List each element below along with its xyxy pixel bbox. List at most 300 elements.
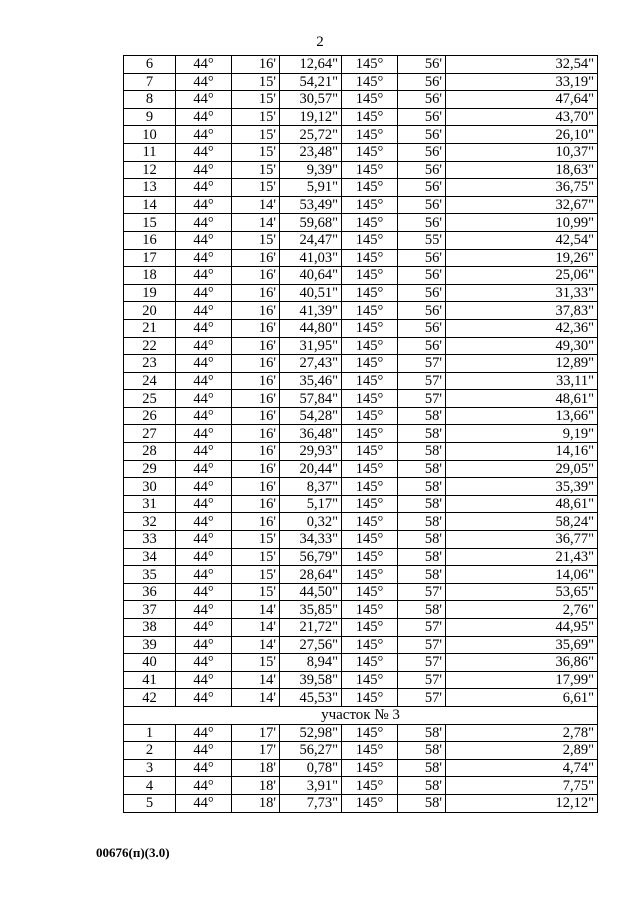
point-number: 18 (124, 267, 176, 285)
latitude-degrees: 44° (176, 161, 232, 179)
latitude-seconds: 57,84" (280, 390, 342, 408)
point-number: 13 (124, 179, 176, 197)
longitude-minutes: 58' (398, 425, 446, 443)
longitude-seconds: 44,95" (446, 619, 598, 637)
longitude-minutes: 58' (398, 794, 446, 812)
longitude-minutes: 58' (398, 548, 446, 566)
latitude-minutes: 15' (232, 161, 280, 179)
longitude-degrees: 145° (342, 548, 398, 566)
latitude-seconds: 0,78" (280, 759, 342, 777)
latitude-degrees: 44° (176, 583, 232, 601)
point-number: 38 (124, 619, 176, 637)
table-row (124, 407, 598, 425)
latitude-seconds: 56,79" (280, 548, 342, 566)
longitude-degrees: 145° (342, 126, 398, 144)
longitude-degrees: 145° (342, 531, 398, 549)
longitude-seconds: 12,89" (446, 355, 598, 373)
longitude-degrees: 145° (342, 214, 398, 232)
latitude-seconds: 5,91" (280, 179, 342, 197)
table-row (124, 214, 598, 232)
point-number: 23 (124, 355, 176, 373)
latitude-seconds: 40,51" (280, 284, 342, 302)
point-number: 6 (124, 56, 176, 74)
latitude-degrees: 44° (176, 91, 232, 109)
latitude-degrees: 44° (176, 443, 232, 461)
latitude-degrees: 44° (176, 337, 232, 355)
point-number: 10 (124, 126, 176, 144)
longitude-seconds: 25,06" (446, 267, 598, 285)
table-row (124, 742, 598, 760)
latitude-minutes: 14' (232, 214, 280, 232)
longitude-degrees: 145° (342, 231, 398, 249)
latitude-seconds: 56,27" (280, 742, 342, 760)
point-number: 1 (124, 724, 176, 742)
longitude-degrees: 145° (342, 794, 398, 812)
point-number: 11 (124, 143, 176, 161)
longitude-seconds: 9,19" (446, 425, 598, 443)
latitude-degrees: 44° (176, 390, 232, 408)
point-number: 37 (124, 601, 176, 619)
latitude-seconds: 8,37" (280, 478, 342, 496)
longitude-minutes: 56' (398, 196, 446, 214)
longitude-seconds: 48,61" (446, 495, 598, 513)
table-row (124, 355, 598, 373)
longitude-degrees: 145° (342, 671, 398, 689)
longitude-degrees: 145° (342, 355, 398, 373)
latitude-degrees: 44° (176, 671, 232, 689)
latitude-seconds: 34,33" (280, 531, 342, 549)
longitude-minutes: 58' (398, 478, 446, 496)
latitude-minutes: 15' (232, 179, 280, 197)
latitude-minutes: 15' (232, 91, 280, 109)
latitude-degrees: 44° (176, 231, 232, 249)
longitude-seconds: 32,67" (446, 196, 598, 214)
latitude-minutes: 16' (232, 460, 280, 478)
longitude-seconds: 29,05" (446, 460, 598, 478)
longitude-minutes: 57' (398, 619, 446, 637)
latitude-degrees: 44° (176, 143, 232, 161)
latitude-degrees: 44° (176, 495, 232, 513)
longitude-minutes: 58' (398, 742, 446, 760)
latitude-minutes: 16' (232, 513, 280, 531)
section-row (124, 706, 598, 724)
longitude-seconds: 7,75" (446, 777, 598, 795)
point-number: 33 (124, 531, 176, 549)
longitude-minutes: 57' (398, 671, 446, 689)
table-row (124, 425, 598, 443)
latitude-minutes: 16' (232, 302, 280, 320)
latitude-degrees: 44° (176, 531, 232, 549)
point-number: 29 (124, 460, 176, 478)
longitude-minutes: 56' (398, 214, 446, 232)
longitude-degrees: 145° (342, 689, 398, 707)
latitude-degrees: 44° (176, 284, 232, 302)
longitude-minutes: 58' (398, 513, 446, 531)
point-number: 26 (124, 407, 176, 425)
point-number: 17 (124, 249, 176, 267)
table-row (124, 531, 598, 549)
latitude-seconds: 25,72" (280, 126, 342, 144)
latitude-degrees: 44° (176, 460, 232, 478)
table-row (124, 548, 598, 566)
point-number: 4 (124, 777, 176, 795)
longitude-minutes: 58' (398, 759, 446, 777)
latitude-minutes: 16' (232, 284, 280, 302)
longitude-minutes: 56' (398, 319, 446, 337)
latitude-degrees: 44° (176, 548, 232, 566)
table-row (124, 108, 598, 126)
longitude-degrees: 145° (342, 390, 398, 408)
latitude-minutes: 16' (232, 425, 280, 443)
longitude-degrees: 145° (342, 443, 398, 461)
latitude-minutes: 14' (232, 619, 280, 637)
latitude-degrees: 44° (176, 566, 232, 584)
longitude-minutes: 58' (398, 443, 446, 461)
latitude-minutes: 16' (232, 355, 280, 373)
longitude-minutes: 58' (398, 724, 446, 742)
longitude-degrees: 145° (342, 143, 398, 161)
table-row (124, 566, 598, 584)
longitude-seconds: 42,54" (446, 231, 598, 249)
latitude-minutes: 16' (232, 319, 280, 337)
point-number: 2 (124, 742, 176, 760)
latitude-minutes: 17' (232, 742, 280, 760)
longitude-degrees: 145° (342, 337, 398, 355)
latitude-minutes: 18' (232, 777, 280, 795)
longitude-seconds: 36,77" (446, 531, 598, 549)
longitude-seconds: 33,19" (446, 73, 598, 91)
longitude-seconds: 49,30" (446, 337, 598, 355)
longitude-seconds: 32,54" (446, 56, 598, 74)
latitude-seconds: 23,48" (280, 143, 342, 161)
point-number: 8 (124, 91, 176, 109)
latitude-seconds: 41,03" (280, 249, 342, 267)
longitude-degrees: 145° (342, 566, 398, 584)
table-row (124, 794, 598, 812)
latitude-degrees: 44° (176, 73, 232, 91)
table-row (124, 583, 598, 601)
longitude-degrees: 145° (342, 302, 398, 320)
point-number: 32 (124, 513, 176, 531)
longitude-seconds: 47,64" (446, 91, 598, 109)
point-number: 39 (124, 636, 176, 654)
latitude-degrees: 44° (176, 179, 232, 197)
latitude-seconds: 31,95" (280, 337, 342, 355)
longitude-seconds: 10,37" (446, 143, 598, 161)
longitude-minutes: 58' (398, 566, 446, 584)
latitude-minutes: 16' (232, 372, 280, 390)
point-number: 16 (124, 231, 176, 249)
table-row (124, 777, 598, 795)
longitude-seconds: 2,89" (446, 742, 598, 760)
latitude-minutes: 16' (232, 407, 280, 425)
point-number: 5 (124, 794, 176, 812)
longitude-seconds: 2,78" (446, 724, 598, 742)
table-row (124, 619, 598, 637)
latitude-degrees: 44° (176, 108, 232, 126)
longitude-minutes: 56' (398, 249, 446, 267)
latitude-degrees: 44° (176, 407, 232, 425)
page-number: 2 (316, 34, 324, 50)
latitude-degrees: 44° (176, 601, 232, 619)
point-number: 19 (124, 284, 176, 302)
latitude-seconds: 54,21" (280, 73, 342, 91)
latitude-seconds: 44,50" (280, 583, 342, 601)
latitude-seconds: 12,64" (280, 56, 342, 74)
longitude-seconds: 6,61" (446, 689, 598, 707)
latitude-degrees: 44° (176, 619, 232, 637)
longitude-seconds: 58,24" (446, 513, 598, 531)
table-row (124, 56, 598, 74)
point-number: 12 (124, 161, 176, 179)
longitude-minutes: 58' (398, 460, 446, 478)
latitude-seconds: 35,46" (280, 372, 342, 390)
latitude-degrees: 44° (176, 654, 232, 672)
latitude-degrees: 44° (176, 126, 232, 144)
latitude-minutes: 15' (232, 108, 280, 126)
longitude-degrees: 145° (342, 179, 398, 197)
point-number: 31 (124, 495, 176, 513)
point-number: 20 (124, 302, 176, 320)
latitude-degrees: 44° (176, 355, 232, 373)
latitude-minutes: 18' (232, 794, 280, 812)
latitude-seconds: 52,98" (280, 724, 342, 742)
longitude-seconds: 10,99" (446, 214, 598, 232)
table-row (124, 126, 598, 144)
longitude-degrees: 145° (342, 56, 398, 74)
coordinates-table (123, 55, 598, 813)
table-row (124, 689, 598, 707)
latitude-seconds: 27,43" (280, 355, 342, 373)
longitude-seconds: 35,39" (446, 478, 598, 496)
table-row (124, 671, 598, 689)
longitude-seconds: 36,86" (446, 654, 598, 672)
latitude-minutes: 16' (232, 478, 280, 496)
latitude-degrees: 44° (176, 759, 232, 777)
table-row (124, 284, 598, 302)
latitude-degrees: 44° (176, 319, 232, 337)
latitude-degrees: 44° (176, 777, 232, 795)
latitude-degrees: 44° (176, 267, 232, 285)
longitude-minutes: 57' (398, 390, 446, 408)
longitude-degrees: 145° (342, 284, 398, 302)
latitude-degrees: 44° (176, 742, 232, 760)
longitude-seconds: 31,33" (446, 284, 598, 302)
latitude-seconds: 3,91" (280, 777, 342, 795)
latitude-seconds: 29,93" (280, 443, 342, 461)
latitude-seconds: 45,53" (280, 689, 342, 707)
longitude-degrees: 145° (342, 742, 398, 760)
longitude-minutes: 57' (398, 636, 446, 654)
latitude-degrees: 44° (176, 513, 232, 531)
table-row (124, 143, 598, 161)
latitude-minutes: 14' (232, 671, 280, 689)
table-row (124, 372, 598, 390)
latitude-seconds: 39,58" (280, 671, 342, 689)
latitude-degrees: 44° (176, 214, 232, 232)
longitude-seconds: 19,26" (446, 249, 598, 267)
longitude-minutes: 58' (398, 495, 446, 513)
table-row (124, 724, 598, 742)
latitude-minutes: 14' (232, 636, 280, 654)
table-row (124, 443, 598, 461)
longitude-degrees: 145° (342, 267, 398, 285)
table-row (124, 337, 598, 355)
latitude-seconds: 53,49" (280, 196, 342, 214)
longitude-degrees: 145° (342, 478, 398, 496)
table-row (124, 460, 598, 478)
longitude-minutes: 57' (398, 372, 446, 390)
longitude-degrees: 145° (342, 319, 398, 337)
latitude-degrees: 44° (176, 794, 232, 812)
longitude-seconds: 14,06" (446, 566, 598, 584)
longitude-minutes: 56' (398, 161, 446, 179)
longitude-degrees: 145° (342, 513, 398, 531)
longitude-degrees: 145° (342, 460, 398, 478)
latitude-minutes: 14' (232, 196, 280, 214)
point-number: 3 (124, 759, 176, 777)
latitude-degrees: 44° (176, 372, 232, 390)
latitude-degrees: 44° (176, 56, 232, 74)
longitude-minutes: 56' (398, 126, 446, 144)
longitude-minutes: 58' (398, 777, 446, 795)
latitude-seconds: 40,64" (280, 267, 342, 285)
longitude-minutes: 58' (398, 531, 446, 549)
latitude-minutes: 18' (232, 759, 280, 777)
point-number: 21 (124, 319, 176, 337)
longitude-seconds: 17,99" (446, 671, 598, 689)
point-number: 42 (124, 689, 176, 707)
table-row (124, 495, 598, 513)
latitude-minutes: 16' (232, 56, 280, 74)
latitude-degrees: 44° (176, 636, 232, 654)
latitude-minutes: 14' (232, 601, 280, 619)
latitude-seconds: 24,47" (280, 231, 342, 249)
latitude-seconds: 7,73" (280, 794, 342, 812)
table-row (124, 73, 598, 91)
longitude-degrees: 145° (342, 724, 398, 742)
latitude-minutes: 17' (232, 724, 280, 742)
section-title: участок № 3 (124, 706, 598, 724)
latitude-degrees: 44° (176, 249, 232, 267)
longitude-seconds: 13,66" (446, 407, 598, 425)
longitude-degrees: 145° (342, 108, 398, 126)
point-number: 7 (124, 73, 176, 91)
latitude-seconds: 0,32" (280, 513, 342, 531)
point-number: 28 (124, 443, 176, 461)
longitude-degrees: 145° (342, 196, 398, 214)
longitude-degrees: 145° (342, 407, 398, 425)
latitude-degrees: 44° (176, 425, 232, 443)
table-row (124, 231, 598, 249)
longitude-minutes: 56' (398, 337, 446, 355)
latitude-minutes: 15' (232, 654, 280, 672)
longitude-seconds: 53,65" (446, 583, 598, 601)
latitude-minutes: 15' (232, 143, 280, 161)
table-row (124, 196, 598, 214)
longitude-minutes: 57' (398, 689, 446, 707)
longitude-seconds: 35,69" (446, 636, 598, 654)
latitude-minutes: 16' (232, 267, 280, 285)
table-row (124, 302, 598, 320)
latitude-minutes: 16' (232, 249, 280, 267)
point-number: 24 (124, 372, 176, 390)
latitude-degrees: 44° (176, 478, 232, 496)
latitude-seconds: 9,39" (280, 161, 342, 179)
point-number: 27 (124, 425, 176, 443)
longitude-degrees: 145° (342, 619, 398, 637)
latitude-seconds: 28,64" (280, 566, 342, 584)
longitude-minutes: 56' (398, 267, 446, 285)
longitude-degrees: 145° (342, 425, 398, 443)
point-number: 40 (124, 654, 176, 672)
table-body-part1 (124, 56, 598, 707)
longitude-degrees: 145° (342, 654, 398, 672)
longitude-seconds: 18,63" (446, 161, 598, 179)
table-body-part2 (124, 724, 598, 812)
latitude-minutes: 15' (232, 73, 280, 91)
latitude-seconds: 41,39" (280, 302, 342, 320)
table-row (124, 759, 598, 777)
longitude-minutes: 58' (398, 407, 446, 425)
table-row (124, 636, 598, 654)
table-row (124, 601, 598, 619)
latitude-degrees: 44° (176, 302, 232, 320)
table-row (124, 91, 598, 109)
latitude-minutes: 15' (232, 531, 280, 549)
longitude-degrees: 145° (342, 161, 398, 179)
point-number: 35 (124, 566, 176, 584)
latitude-minutes: 16' (232, 337, 280, 355)
latitude-seconds: 5,17" (280, 495, 342, 513)
longitude-seconds: 4,74" (446, 759, 598, 777)
latitude-seconds: 54,28" (280, 407, 342, 425)
latitude-minutes: 16' (232, 443, 280, 461)
longitude-degrees: 145° (342, 759, 398, 777)
latitude-minutes: 15' (232, 583, 280, 601)
point-number: 25 (124, 390, 176, 408)
longitude-minutes: 56' (398, 91, 446, 109)
longitude-seconds: 26,10" (446, 126, 598, 144)
longitude-minutes: 56' (398, 302, 446, 320)
longitude-seconds: 21,43" (446, 548, 598, 566)
longitude-seconds: 43,70" (446, 108, 598, 126)
table-row (124, 390, 598, 408)
latitude-seconds: 20,44" (280, 460, 342, 478)
latitude-seconds: 59,68" (280, 214, 342, 232)
latitude-seconds: 19,12" (280, 108, 342, 126)
longitude-minutes: 56' (398, 108, 446, 126)
longitude-minutes: 57' (398, 355, 446, 373)
longitude-degrees: 145° (342, 249, 398, 267)
table-row (124, 267, 598, 285)
latitude-seconds: 27,56" (280, 636, 342, 654)
longitude-seconds: 12,12" (446, 794, 598, 812)
longitude-minutes: 56' (398, 73, 446, 91)
table-row (124, 478, 598, 496)
latitude-degrees: 44° (176, 724, 232, 742)
table-row (124, 249, 598, 267)
table-row (124, 179, 598, 197)
longitude-minutes: 55' (398, 231, 446, 249)
latitude-seconds: 44,80" (280, 319, 342, 337)
longitude-degrees: 145° (342, 583, 398, 601)
latitude-degrees: 44° (176, 196, 232, 214)
latitude-minutes: 15' (232, 548, 280, 566)
table-row (124, 654, 598, 672)
longitude-seconds: 36,75" (446, 179, 598, 197)
latitude-minutes: 16' (232, 390, 280, 408)
